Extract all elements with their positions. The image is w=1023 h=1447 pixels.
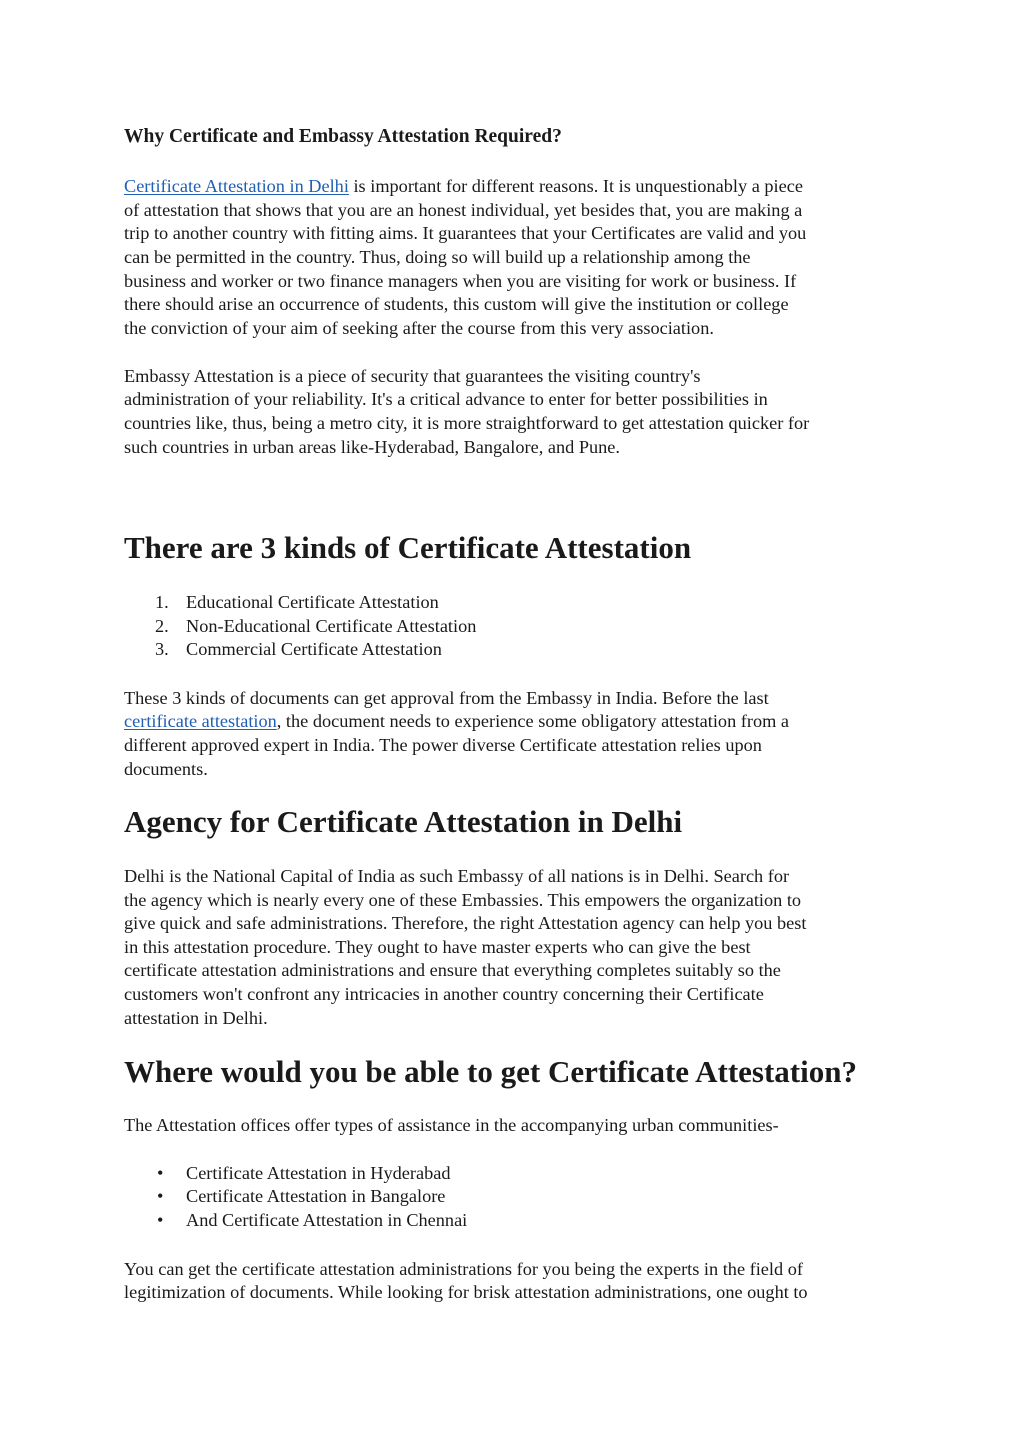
paragraph-line: the agency which is nearly every one of these Embassies. This empowers the organization to [124,890,802,910]
section-heading-kinds: There are 3 kinds of Certificate Attestation [124,530,692,565]
paragraph-line: Delhi is the National Capital of India as such Embassy of all nations is in Delhi. Search for [124,866,790,886]
paragraph-line: attestation in Delhi. [124,1008,268,1028]
paragraph-line: trip to another country with fitting aims. It guarantees that your Certificates are valid and you [124,223,807,243]
list-item: Certificate Attestation in Hyderabad [186,1163,451,1183]
list-item: Certificate Attestation in Bangalore [186,1186,446,1206]
certificate-attestation-link[interactable]: certificate attestation [124,711,277,731]
section-heading-where: Where would you be able to get Certificate Attestation? [124,1054,857,1089]
list-item: Educational Certificate Attestation [186,592,439,612]
paragraph-line: in this attestation procedure. They ought to have master experts who can give the best [124,937,751,957]
certificate-attestation-delhi-link[interactable]: Certificate Attestation in Delhi [124,176,349,196]
paragraph-line: Embassy Attestation is a piece of security that guarantees the visiting country's [124,366,701,386]
paragraph-text: is important for different reasons. It is unquestionably a piece [348,176,803,196]
list-number: 3. [155,639,169,659]
paragraph-line: can be permitted in the country. Thus, doing so will build up a relationship among the [124,247,751,267]
paragraph-line: countries like, thus, being a metro city, it is more straightforward to get attestation quicker for [124,413,810,433]
section-heading-why-attestation: Why Certificate and Embassy Attestation Required? [124,126,562,147]
paragraph-line: there should arise an occurrence of students, this custom will give the institution or college [124,294,789,314]
paragraph-line: These 3 kinds of documents can get approval from the Embassy in India. Before the last [124,688,769,708]
paragraph-line: different approved expert in India. The power diverse Certificate attestation relies upon [124,735,762,755]
paragraph-line [124,175,803,199]
list-number: 2. [155,616,169,636]
paragraph-line: business and worker or two finance managers when you are visiting for work or business. If [124,271,797,291]
list-number: 1. [155,592,169,612]
paragraph-line: documents. [124,759,208,779]
paragraph-text: , the document needs to experience some obligatory attestation from a [276,711,789,731]
paragraph-line: the conviction of your aim of seeking after the course from this very association. [124,318,714,338]
section-heading-agency: Agency for Certificate Attestation in Delhi [124,804,683,839]
list-item: Commercial Certificate Attestation [186,639,442,659]
list-item: And Certificate Attestation in Chennai [186,1210,468,1230]
paragraph-line: The Attestation offices offer types of assistance in the accompanying urban communities- [124,1115,779,1135]
paragraph-line [124,710,789,734]
paragraph-line: customers won't confront any intricacies in another country concerning their Certificate [124,984,764,1004]
paragraph-line: certificate attestation administrations and ensure that everything completes suitably so the [124,960,781,980]
bullet-icon: • [157,1163,164,1183]
bullet-icon: • [157,1210,164,1230]
list-item: Non-Educational Certificate Attestation [186,616,477,636]
paragraph-line: legitimization of documents. While looking for brisk attestation administrations, one ought to [124,1282,808,1302]
paragraph-line: You can get the certificate attestation administrations for you being the experts in the field of [124,1259,803,1279]
paragraph-line: such countries in urban areas like-Hyderabad, Bangalore, and Pune. [124,437,620,457]
paragraph-line: give quick and safe administrations. Therefore, the right Attestation agency can help you best [124,913,807,933]
paragraph-line: of attestation that shows that you are an honest individual, yet besides that, you are making a [124,200,803,220]
bullet-icon: • [157,1186,164,1206]
paragraph-line: administration of your reliability. It's a critical advance to enter for better possibilities in [124,389,768,409]
